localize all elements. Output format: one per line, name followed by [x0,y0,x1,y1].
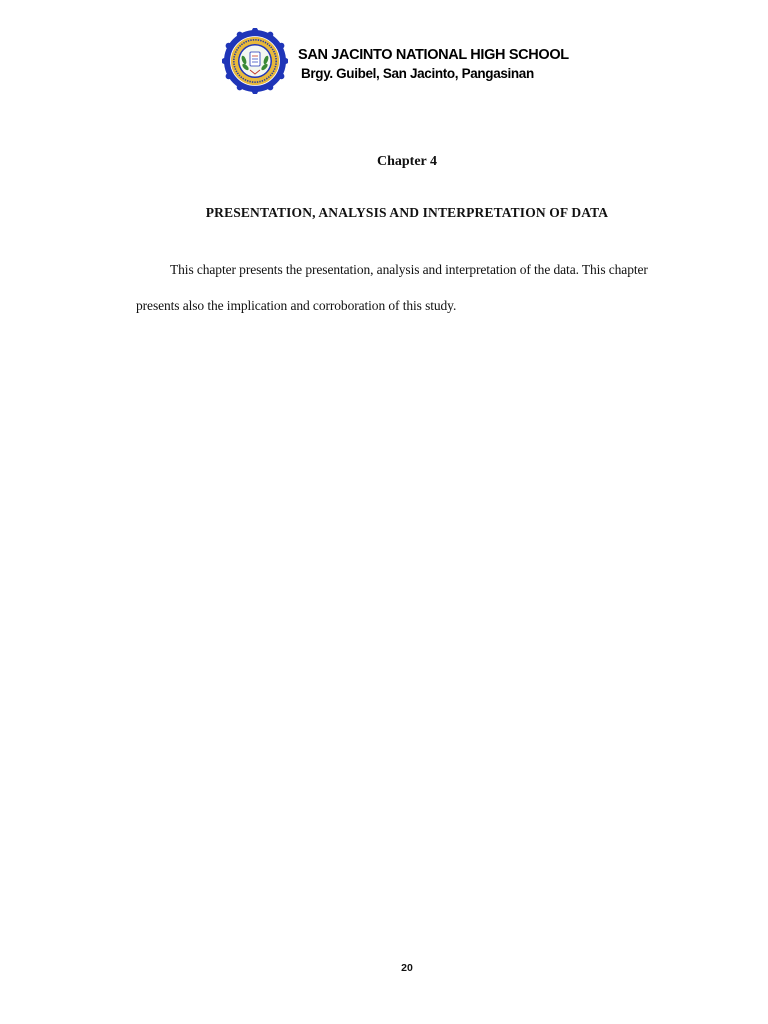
page-number: 20 [401,962,413,974]
body-paragraph: This chapter presents the presentation, analysis and interpretation of the data. This chapter presents also the implication and corroboration of this study. [136,262,648,313]
school-header [222,28,569,96]
section-title: PRESENTATION, ANALYSIS AND INTERPRETATION OF DATA [205,205,609,220]
school-seal-icon [222,28,288,94]
school-name: SAN JACINTO NATIONAL HIGH SCHOOL [298,47,569,63]
school-address: Brgy. Guibel, San Jacinto, Pangasinan [301,66,534,81]
chapter-title: Chapter 4 [376,154,438,169]
